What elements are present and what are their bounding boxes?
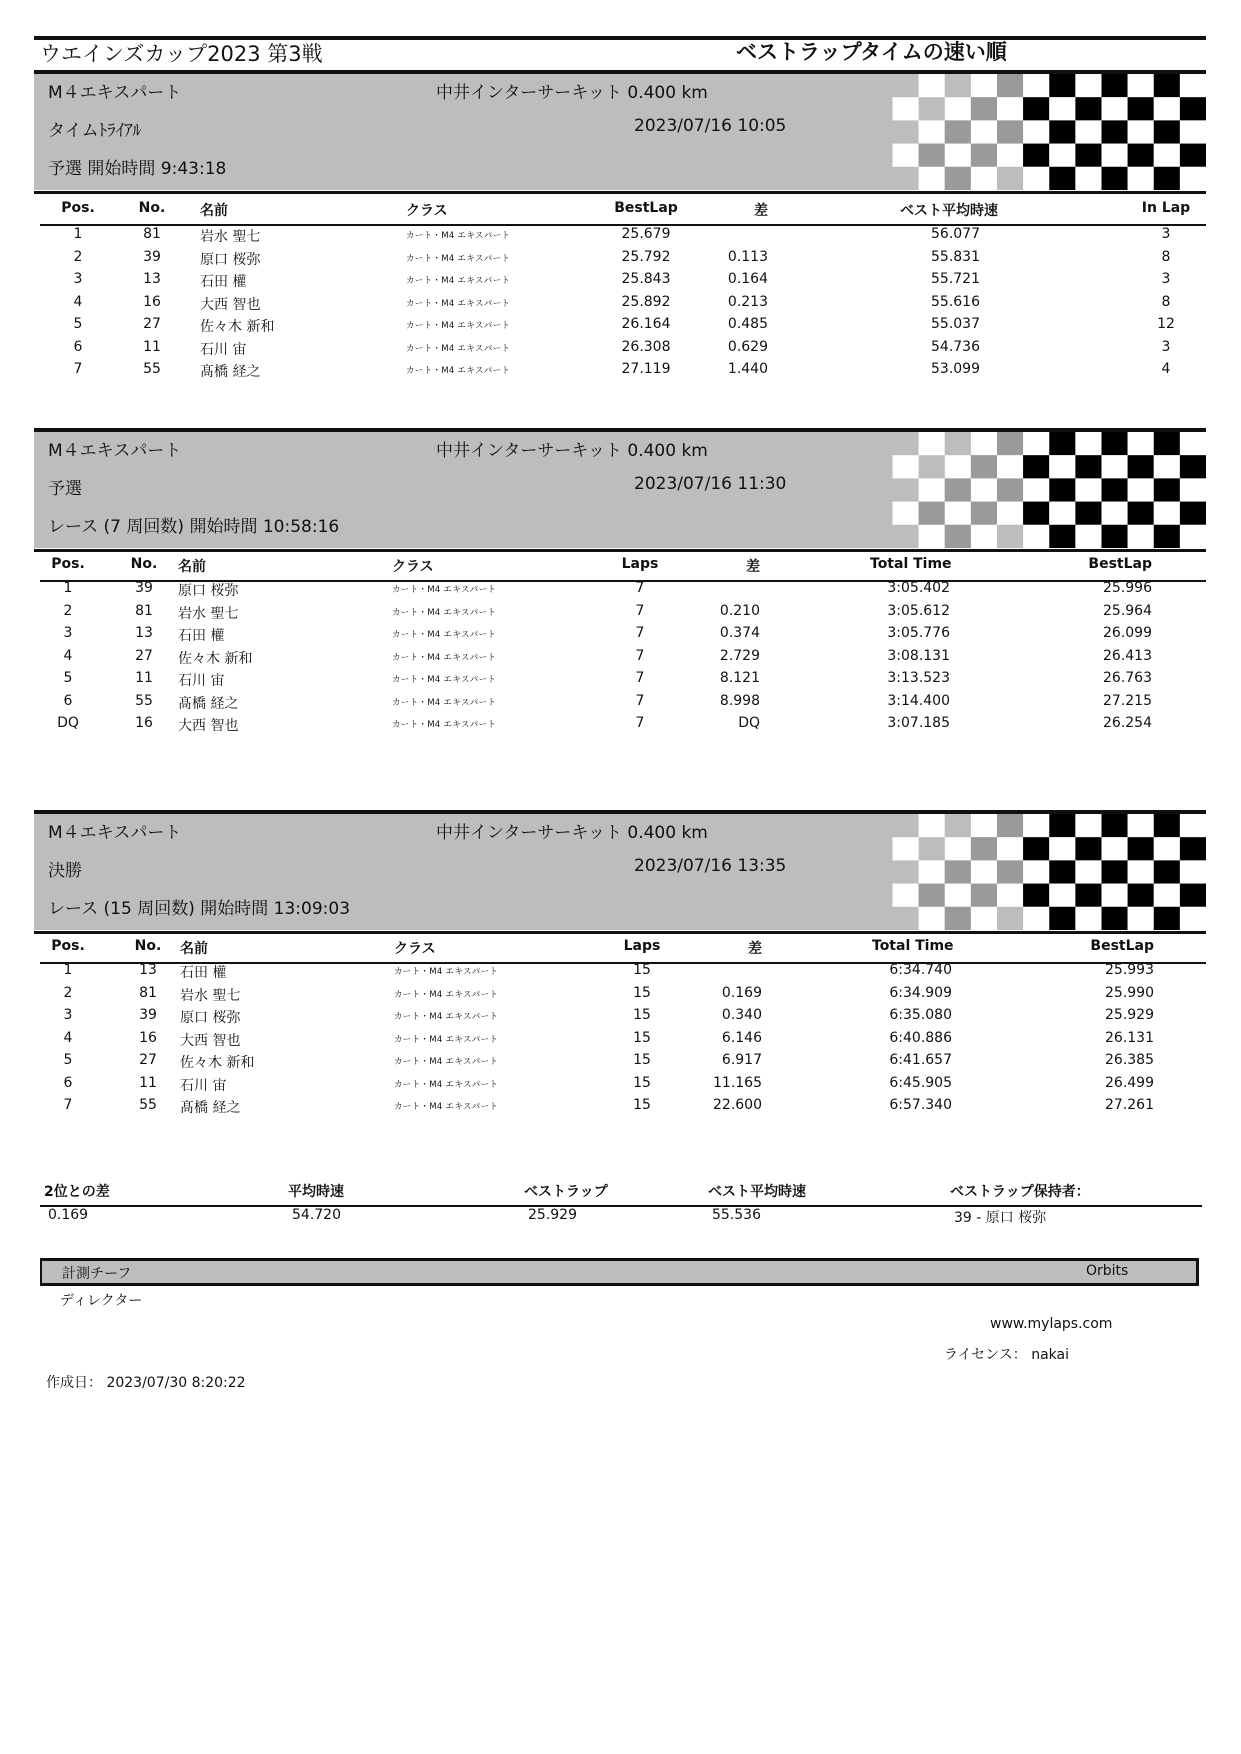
column-header: No.: [134, 938, 162, 954]
table-cell: 7: [635, 580, 645, 596]
column-header: Pos.: [51, 556, 85, 572]
heat-info: レース (7 周回数) 開始時間 10:58:16: [48, 517, 340, 537]
column-header: 名前: [180, 941, 208, 957]
table-cell: カート・M4 エキスパート: [394, 1034, 499, 1045]
table-cell: カート・M4 エキスパート: [406, 253, 511, 264]
table-cell: 55: [135, 692, 153, 709]
table-cell: カート・M4 エキスパート: [394, 989, 499, 1000]
table-cell: 81: [139, 984, 157, 1001]
column-header: Laps: [621, 556, 659, 572]
table-cell: 25.892: [621, 293, 671, 310]
table-row: [40, 1005, 1206, 1027]
table-cell: 26.385: [1105, 1052, 1154, 1068]
column-header: In Lap: [1141, 200, 1191, 216]
table-cell: 3:05.776: [887, 625, 950, 641]
table-row: [40, 1073, 1206, 1095]
table-cell: 3:14.400: [887, 692, 950, 709]
table-cell: 55: [143, 361, 161, 377]
table-cell: 6.146: [721, 1029, 762, 1046]
table-cell: 4: [1161, 361, 1171, 377]
session-header-band: [34, 70, 1206, 190]
table-cell: 6:45.905: [889, 1074, 952, 1091]
table-cell: 15: [633, 1074, 651, 1091]
table-cell: 0.164: [727, 271, 768, 287]
table-cell: 26.164: [621, 316, 671, 332]
table-cell: 22.600: [713, 1097, 762, 1113]
table-cell: 1: [63, 962, 73, 978]
table-cell: 3: [63, 1007, 73, 1023]
table-cell: カート・M4 エキスパート: [392, 630, 497, 640]
table-cell: 岩水 聖七: [200, 229, 261, 245]
table-cell: 81: [135, 602, 153, 619]
column-header: クラス: [394, 941, 436, 957]
table-cell: 54.736: [931, 338, 980, 355]
table-cell: 原口 桜弥: [200, 251, 261, 268]
table-cell: 39: [143, 248, 161, 265]
summary-value-gap: 0.169: [48, 1207, 89, 1223]
category-label: M４エキスパート: [48, 441, 182, 461]
table-cell: 25.679: [621, 226, 671, 242]
table-cell: 3: [73, 271, 83, 287]
table-row: [40, 359, 1206, 381]
session-datetime: 2023/07/16 10:05: [634, 116, 787, 136]
table-cell: 55.616: [931, 293, 980, 310]
table-cell: 2: [73, 248, 83, 265]
table-row: [40, 292, 1206, 314]
table-row: [40, 668, 1206, 690]
column-header: No.: [138, 200, 166, 216]
session-datetime: 2023/07/16 11:30: [634, 474, 787, 494]
table-cell: DQ: [738, 715, 760, 731]
table-cell: 2.729: [719, 647, 760, 664]
table-cell: 26.254: [1103, 715, 1152, 731]
table-cell: 13: [143, 271, 161, 287]
table-cell: 15: [633, 1097, 651, 1113]
heat-info: 予選 開始時間 9:43:18: [48, 159, 227, 179]
summary-label-best-lap-holder: ベストラップ保持者：: [950, 1184, 1090, 1200]
table-row: [40, 314, 1206, 336]
column-header: クラス: [406, 203, 448, 219]
table-cell: カート・M4 エキスパート: [394, 1102, 499, 1112]
table-cell: 石田 權: [200, 274, 247, 290]
column-header: BestLap: [1090, 938, 1154, 954]
table-cell: 7: [635, 602, 645, 619]
table-row: [40, 623, 1206, 645]
table-cell: 石田 權: [180, 965, 227, 981]
column-header: Total Time: [870, 556, 952, 572]
summary-label-best-lap: ベストラップ: [524, 1184, 608, 1200]
table-cell: 0.629: [727, 338, 768, 355]
table-row: [40, 1028, 1206, 1050]
table-cell: 石川 宙: [178, 673, 225, 689]
table-cell: 8.121: [719, 670, 760, 686]
table-cell: カート・M4 エキスパート: [392, 720, 497, 730]
table-cell: 26.763: [1103, 670, 1152, 686]
table-cell: 26.413: [1103, 647, 1152, 664]
table-cell: 大西 智也: [178, 718, 239, 734]
summary-value-best-lap-holder: 39 - 原口 桜弥: [954, 1210, 1047, 1226]
table-cell: 26.308: [621, 338, 671, 355]
table-cell: 26.499: [1105, 1074, 1154, 1091]
table-cell: 0.169: [721, 984, 762, 1001]
table-cell: 3: [1161, 338, 1171, 355]
column-header: クラス: [392, 559, 434, 575]
table-row: [40, 269, 1206, 291]
session-label: タイムﾄﾗｲｱﾙ: [48, 121, 142, 141]
director-label: ディレクター: [60, 1293, 143, 1309]
table-cell: 7: [635, 670, 645, 686]
table-cell: 0.210: [719, 602, 760, 619]
table-cell: 7: [63, 1097, 73, 1113]
table-row: [40, 646, 1206, 668]
column-header: BestLap: [1088, 556, 1152, 572]
column-header: No.: [130, 556, 158, 572]
table-cell: 岩水 聖七: [180, 987, 241, 1004]
table-cell: 27: [135, 647, 153, 664]
band-underline: [34, 191, 1206, 194]
table-cell: 7: [635, 692, 645, 709]
website-link[interactable]: www.mylaps.com: [990, 1316, 1113, 1332]
table-cell: 6: [73, 338, 83, 355]
table-cell: 大西 智也: [180, 1032, 241, 1049]
table-cell: 6:41.657: [889, 1052, 952, 1068]
summary-label-best-avg-speed: ベスト平均時速: [708, 1184, 806, 1200]
circuit-label: 中井インターサーキット 0.400 km: [436, 83, 708, 103]
table-cell: 16: [135, 715, 153, 731]
category-label: M４エキスパート: [48, 823, 182, 843]
table-cell: 6:40.886: [889, 1029, 952, 1046]
table-cell: 4: [63, 1029, 73, 1046]
table-cell: 7: [635, 625, 645, 641]
table-cell: 7: [635, 715, 645, 731]
summary-value-best-avg-speed: 55.536: [712, 1207, 761, 1223]
table-cell: 15: [633, 1007, 651, 1023]
table-row: [40, 1050, 1206, 1072]
table-row: [40, 983, 1206, 1005]
table-cell: カート・M4 エキスパート: [394, 967, 499, 977]
table-cell: 原口 桜弥: [180, 1010, 241, 1026]
table-cell: 15: [633, 1029, 651, 1046]
table-cell: 39: [135, 580, 153, 596]
table-cell: 11: [143, 338, 161, 355]
circuit-label: 中井インターサーキット 0.400 km: [436, 823, 708, 843]
table-cell: 27.119: [621, 361, 671, 377]
table-cell: 25.990: [1105, 984, 1154, 1001]
table-cell: 53.099: [931, 361, 980, 377]
table-cell: カート・M4 エキスパート: [406, 366, 511, 376]
table-cell: カート・M4 エキスパート: [392, 697, 497, 708]
table-cell: 56.077: [931, 226, 980, 242]
table-row: [40, 247, 1206, 269]
table-cell: 5: [73, 316, 83, 332]
summary-header: [40, 1181, 1202, 1207]
table-cell: 55.721: [931, 271, 980, 287]
table-cell: 8: [1161, 248, 1171, 265]
table-cell: カート・M4 エキスパート: [394, 1079, 499, 1090]
table-cell: 3:08.131: [887, 647, 950, 664]
table-cell: 髙橋 経之: [178, 695, 239, 712]
table-cell: 27: [143, 316, 161, 332]
table-cell: 佐々木 新和: [178, 650, 253, 667]
table-cell: 25.843: [621, 271, 671, 287]
table-cell: カート・M4 エキスパート: [394, 1057, 499, 1067]
table-cell: カート・M4 エキスパート: [406, 276, 511, 286]
table-cell: 39: [139, 1007, 157, 1023]
table-cell: 26.131: [1105, 1029, 1154, 1046]
table-cell: 13: [135, 625, 153, 641]
table-row: [40, 713, 1206, 735]
table-cell: 26.099: [1103, 625, 1152, 641]
table-cell: カート・M4 エキスパート: [392, 652, 497, 663]
table-cell: カート・M4 エキスパート: [406, 298, 511, 309]
circuit-label: 中井インターサーキット 0.400 km: [436, 441, 708, 461]
table-cell: 5: [63, 670, 73, 686]
column-header: Total Time: [872, 938, 954, 954]
document-title: ウエインズカップ2023 第3戦: [40, 42, 323, 66]
table-cell: 2: [63, 984, 73, 1001]
summary-label-avg-speed: 平均時速: [288, 1184, 344, 1200]
license-text: ライセンス： nakai: [944, 1347, 1069, 1363]
table-row: [40, 601, 1206, 623]
table-cell: 岩水 聖七: [178, 605, 239, 622]
table-cell: 11: [135, 670, 153, 686]
table-cell: 0.485: [727, 316, 768, 332]
table-cell: 11: [139, 1074, 157, 1091]
column-header: Pos.: [51, 938, 85, 954]
table-cell: 6:57.340: [889, 1097, 952, 1113]
table-cell: 25.964: [1103, 602, 1152, 619]
table-cell: 7: [73, 361, 83, 377]
session-label: 予選: [48, 479, 82, 499]
table-cell: 25.792: [621, 248, 671, 265]
table-cell: 8: [1161, 293, 1171, 310]
table-cell: 石川 宙: [180, 1077, 227, 1094]
table-cell: 25.929: [1105, 1007, 1154, 1023]
checkered-flag-icon: [788, 74, 1206, 190]
table-cell: 6.917: [721, 1052, 762, 1068]
table-row: [40, 1095, 1206, 1117]
footer-box: [40, 1258, 1199, 1286]
table-cell: 石川 宙: [200, 341, 247, 358]
table-cell: 27.261: [1105, 1097, 1154, 1113]
table-cell: 佐々木 新和: [200, 319, 275, 335]
category-label: M４エキスパート: [48, 83, 182, 103]
table-cell: 5: [63, 1052, 73, 1068]
table-cell: 大西 智也: [200, 296, 261, 313]
table-cell: 55: [139, 1097, 157, 1113]
column-header: ベスト平均時速: [900, 203, 998, 219]
table-cell: 7: [635, 647, 645, 664]
table-cell: 6: [63, 1074, 73, 1091]
session-datetime: 2023/07/16 13:35: [634, 856, 787, 876]
table-cell: 4: [73, 293, 83, 310]
table-cell: 1: [73, 226, 83, 242]
heat-info: レース (15 周回数) 開始時間 13:09:03: [48, 899, 351, 919]
summary-values: [40, 1207, 1202, 1229]
table-cell: 髙橋 経之: [200, 364, 261, 380]
table-cell: 25.996: [1103, 580, 1152, 596]
table-cell: カート・M4 エキスパート: [394, 1012, 499, 1022]
column-header: Laps: [623, 938, 661, 954]
column-header: Pos.: [61, 200, 95, 216]
summary-value-avg-speed: 54.720: [292, 1207, 341, 1223]
column-header: 差: [746, 559, 760, 575]
table-cell: カート・M4 エキスパート: [406, 321, 511, 331]
table-cell: カート・M4 エキスパート: [392, 607, 497, 618]
table-cell: 0.113: [727, 248, 768, 265]
table-cell: 6:34.909: [889, 984, 952, 1001]
table-cell: 6: [63, 692, 73, 709]
table-cell: 11.165: [713, 1074, 762, 1091]
table-cell: カート・M4 エキスパート: [406, 343, 511, 354]
session-label: 決勝: [48, 861, 82, 881]
table-row: [40, 578, 1206, 600]
table-cell: 15: [633, 984, 651, 1001]
table-cell: 髙橋 経之: [180, 1100, 241, 1116]
table-cell: 12: [1157, 316, 1175, 332]
table-cell: 55.831: [931, 248, 980, 265]
table-cell: 0.340: [721, 1007, 762, 1023]
table-cell: 6:35.080: [889, 1007, 952, 1023]
checkered-flag-icon: [788, 814, 1206, 930]
table-cell: 27.215: [1103, 692, 1152, 709]
table-cell: 1: [63, 580, 73, 596]
column-header: 名前: [178, 559, 206, 575]
table-cell: 15: [633, 962, 651, 978]
table-cell: 0.213: [727, 293, 768, 310]
table-row: [40, 691, 1206, 713]
column-header: 差: [754, 203, 768, 219]
table-cell: 3: [63, 625, 73, 641]
table-row: [40, 337, 1206, 359]
created-date: 作成日： 2023/07/30 8:20:22: [46, 1375, 246, 1391]
table-row: [40, 960, 1206, 982]
table-cell: 16: [143, 293, 161, 310]
system-label: Orbits: [1086, 1263, 1129, 1279]
table-cell: 27: [139, 1052, 157, 1068]
column-header: BestLap: [614, 200, 678, 216]
checkered-flag-icon: [788, 432, 1206, 548]
table-cell: DQ: [57, 715, 79, 731]
table-cell: 0.374: [719, 625, 760, 641]
table-cell: 1.440: [727, 361, 768, 377]
chief-label: 計測チーフ: [62, 1266, 132, 1282]
table-cell: 81: [143, 226, 161, 242]
table-cell: 3:07.185: [887, 715, 950, 731]
table-cell: 16: [139, 1029, 157, 1046]
summary-label-gap: 2位との差: [44, 1184, 110, 1200]
table-cell: 佐々木 新和: [180, 1055, 255, 1071]
session-header-band: [34, 428, 1206, 548]
table-cell: 55.037: [931, 316, 980, 332]
table-cell: 3:13.523: [887, 670, 950, 686]
table-cell: 3:05.402: [887, 580, 950, 596]
session-header-band: [34, 810, 1206, 930]
table-cell: 石田 權: [178, 628, 225, 644]
results-table-header: [40, 196, 1206, 226]
table-cell: 3: [1161, 271, 1171, 287]
table-cell: 2: [63, 602, 73, 619]
column-header: 差: [748, 941, 762, 957]
table-cell: 25.993: [1105, 962, 1154, 978]
table-cell: 13: [139, 962, 157, 978]
document-subtitle: ベストラップタイムの速い順: [736, 40, 1007, 64]
table-cell: カート・M4 エキスパート: [392, 585, 497, 595]
table-cell: 6:34.740: [889, 962, 952, 978]
table-cell: 3: [1161, 226, 1171, 242]
table-cell: 原口 桜弥: [178, 583, 239, 599]
table-cell: 15: [633, 1052, 651, 1068]
table-cell: カート・M4 エキスパート: [406, 231, 511, 241]
table-cell: カート・M4 エキスパート: [392, 675, 497, 685]
column-header: 名前: [200, 203, 228, 219]
table-cell: 8.998: [719, 692, 760, 709]
table-cell: 3:05.612: [887, 602, 950, 619]
summary-value-best-lap: 25.929: [528, 1207, 577, 1223]
table-cell: 4: [63, 647, 73, 664]
table-row: [40, 224, 1206, 246]
